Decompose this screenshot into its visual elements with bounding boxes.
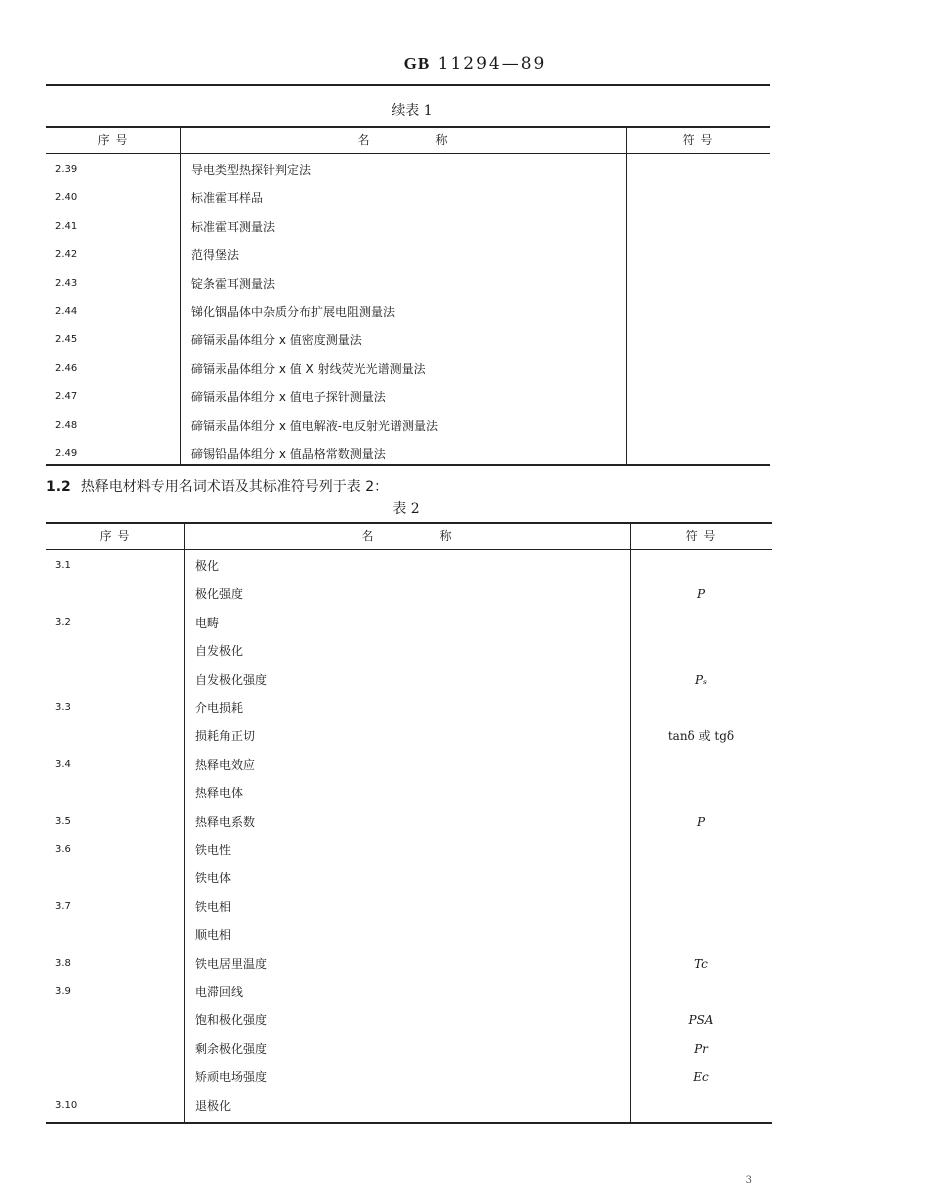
- row-symbol: [630, 552, 772, 580]
- section-text: 热释电材料专用名词术语及其标准符号列于表 2：: [80, 479, 389, 495]
- row-name: 极化: [195, 559, 220, 573]
- table2-header-seq: 序 号: [99, 529, 131, 543]
- standard-number: 11294—89: [437, 54, 547, 74]
- row-symbol: [626, 326, 770, 354]
- row-name: 导电类型热探针判定法: [191, 163, 312, 177]
- row-name: 介电损耗: [195, 701, 244, 715]
- row-name: 自发极化: [195, 644, 244, 659]
- row-seq: 3.4: [55, 758, 71, 770]
- row-symbol: [630, 609, 772, 637]
- row-symbol: [626, 156, 770, 184]
- table-row: [46, 751, 772, 779]
- row-symbol: [630, 978, 772, 1006]
- row-symbol: [630, 864, 772, 892]
- row-name: 标准霍耳测量法: [191, 219, 276, 234]
- row-name: 饱和极化强度: [195, 1013, 268, 1028]
- row-name: 铁电性: [195, 843, 232, 857]
- row-seq: 3.6: [55, 844, 71, 855]
- row-symbol: [630, 751, 772, 779]
- table1-caption: 续表 1: [391, 103, 433, 119]
- row-name: 电畴: [195, 615, 220, 630]
- table-row: [46, 213, 770, 241]
- row-seq: 2.47: [55, 391, 78, 403]
- row-name: 碲锡铅晶体组分 x 值晶格常数测量法: [191, 447, 386, 461]
- row-symbol: Ec: [693, 1070, 709, 1085]
- table-row: [46, 978, 772, 1006]
- row-symbol: tanδ 或 tgδ: [667, 729, 735, 744]
- table1-header-symbol: 符 号: [682, 133, 714, 147]
- row-name: 损耗角正切: [195, 729, 256, 744]
- row-seq: 2.39: [55, 164, 78, 175]
- row-name: 矫顽电场强度: [195, 1070, 268, 1085]
- row-symbol: [630, 779, 772, 807]
- table-row: [46, 383, 770, 411]
- row-symbol: P: [696, 814, 706, 829]
- row-name: 碲镉汞晶体组分 x 值电子探针测量法: [191, 390, 386, 405]
- table1-header-seq: 序 号: [97, 133, 129, 147]
- row-seq: 2.40: [55, 192, 78, 204]
- row-seq: 3.10: [55, 1099, 78, 1111]
- table-row: [46, 836, 772, 864]
- table2-caption: 表 2: [392, 501, 420, 517]
- row-seq: 3.2: [55, 616, 71, 628]
- table-row: [46, 270, 770, 298]
- row-name: 铁电居里温度: [195, 956, 268, 971]
- table-row: [46, 298, 770, 326]
- row-name: 铁电体: [195, 871, 232, 886]
- row-name: 剩余极化强度: [195, 1041, 268, 1056]
- table-row: [46, 326, 770, 354]
- row-name: 碲镉汞晶体组分 x 值 X 射线荧光光谱测量法: [191, 361, 426, 376]
- row-name: 顺电相: [195, 928, 232, 943]
- row-symbol: P: [696, 587, 706, 602]
- row-symbol: [626, 412, 770, 440]
- table-row: [46, 779, 772, 807]
- row-seq: 3.7: [55, 900, 71, 912]
- row-symbol: [630, 893, 772, 921]
- table-row: [46, 609, 772, 637]
- row-seq: 3.5: [55, 815, 71, 827]
- table-row: [46, 355, 770, 383]
- table-row: [46, 666, 772, 694]
- row-name: 范得堡法: [191, 248, 240, 263]
- table-row: [46, 722, 772, 750]
- table-row: [46, 1092, 772, 1120]
- row-seq: 2.43: [55, 277, 78, 289]
- table-row: [46, 1035, 772, 1063]
- row-symbol: Pr: [694, 1041, 708, 1056]
- table-row: [46, 637, 772, 665]
- row-symbol: [630, 1092, 772, 1120]
- row-symbol: [626, 270, 770, 298]
- row-symbol: [626, 298, 770, 326]
- table-row: [46, 184, 770, 212]
- row-name: 锑化铟晶体中杂质分布扩展电阻测量法: [191, 305, 396, 319]
- table-row: [46, 864, 772, 892]
- row-symbol: [626, 440, 770, 468]
- page-number: 3: [745, 1175, 752, 1186]
- row-seq: 3.8: [55, 957, 71, 969]
- table-row: [46, 156, 770, 184]
- table-row: [46, 694, 772, 722]
- row-seq: 2.45: [55, 334, 78, 346]
- table-row: [46, 808, 772, 836]
- table2-bottom-rule: [46, 1122, 772, 1124]
- row-symbol: [630, 921, 772, 949]
- row-seq: 2.48: [55, 419, 78, 431]
- row-name: 热释电效应: [195, 757, 256, 772]
- table-row: [46, 1006, 772, 1034]
- row-name: 热释电体: [195, 786, 244, 801]
- table-row: [46, 921, 772, 949]
- row-symbol: [626, 355, 770, 383]
- row-seq: 2.42: [55, 249, 78, 261]
- table-row: [46, 893, 772, 921]
- row-seq: 2.41: [55, 220, 78, 232]
- row-name: 铁电相: [195, 899, 232, 914]
- row-symbol: [630, 836, 772, 864]
- table2-header-symbol: 符 号: [685, 529, 717, 543]
- standard-code: [0, 54, 950, 74]
- table1: [46, 126, 770, 466]
- row-symbol: [630, 694, 772, 722]
- row-name: 锭条霍耳测量法: [191, 276, 276, 291]
- table2-header-name: 名 称: [361, 529, 453, 543]
- row-name: 自发极化强度: [195, 672, 268, 687]
- table-row: [46, 440, 770, 468]
- row-seq: 2.46: [55, 362, 78, 374]
- table-row: [46, 950, 772, 978]
- section-heading: [46, 476, 388, 496]
- row-symbol: [626, 241, 770, 269]
- row-seq: 2.44: [55, 306, 78, 317]
- table-row: [46, 580, 772, 608]
- row-symbol: Pₛ: [694, 672, 708, 687]
- table2: [46, 522, 772, 1124]
- row-name: 热释电系数: [195, 814, 256, 829]
- row-name: 电滞回线: [195, 985, 244, 999]
- table-row: [46, 412, 770, 440]
- row-symbol: [626, 383, 770, 411]
- row-name: 极化强度: [195, 587, 244, 602]
- row-name: 碲镉汞晶体组分 x 值密度测量法: [191, 333, 362, 348]
- row-symbol: [626, 213, 770, 241]
- standard-prefix: GB: [403, 54, 431, 73]
- row-symbol: [630, 637, 772, 665]
- row-seq: 3.9: [55, 986, 71, 997]
- section-number: 1.2: [46, 479, 71, 495]
- table1-header-name: 名 称: [357, 133, 449, 147]
- row-seq: 3.1: [55, 560, 71, 571]
- row-symbol: PSA: [688, 1013, 714, 1028]
- table-row: [46, 552, 772, 580]
- table-row: [46, 241, 770, 269]
- header-rule: [46, 84, 770, 86]
- row-seq: 2.49: [55, 448, 78, 459]
- row-name: 标准霍耳样品: [191, 191, 264, 206]
- row-name: 碲镉汞晶体组分 x 值电解液-电反射光谱测量法: [191, 418, 439, 433]
- table-row: [46, 1063, 772, 1091]
- row-name: 退极化: [195, 1098, 232, 1113]
- row-seq: 3.3: [55, 702, 71, 713]
- row-symbol: Tc: [694, 956, 708, 971]
- row-symbol: [626, 184, 770, 212]
